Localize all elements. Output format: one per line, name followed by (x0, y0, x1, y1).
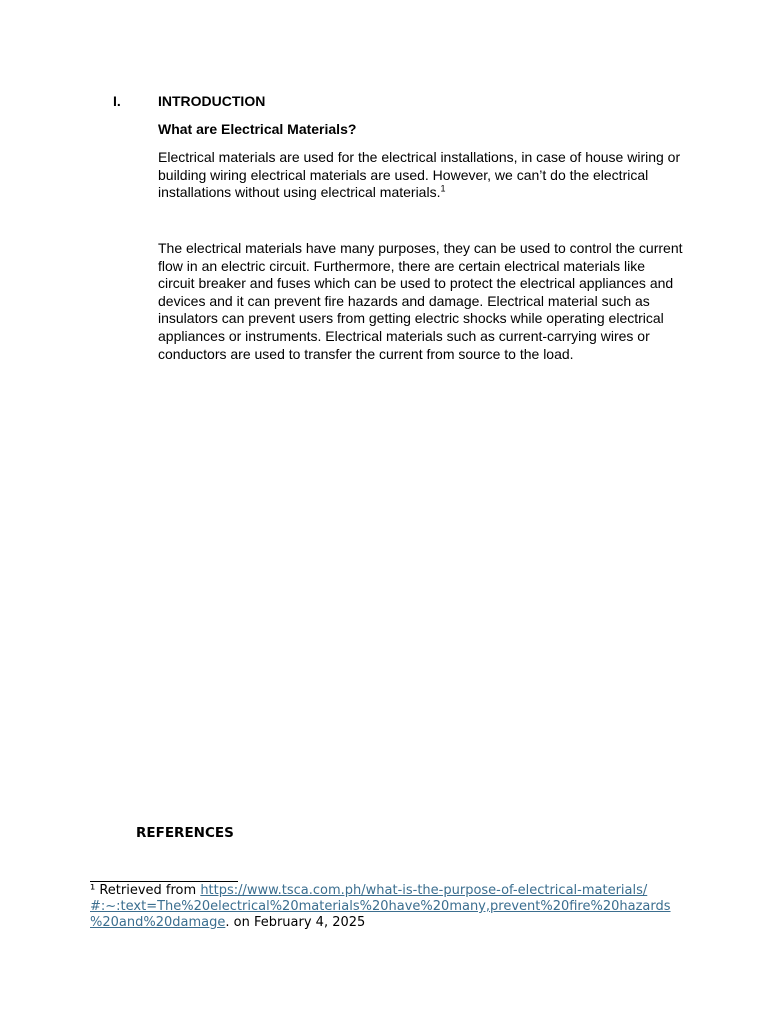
footnote-retrieval-date: . on February 4, 2025 (225, 915, 366, 930)
paragraph-electrical-installations (158, 149, 688, 202)
footnote-source-link-continued[interactable]: %20and%20damage (90, 915, 226, 930)
paragraph-line: building wiring electrical materials are used. However, we can’t do the electrical (158, 166, 649, 183)
section-heading (0, 92, 768, 110)
subheading: What are Electrical Materials? (158, 121, 357, 137)
paragraph-line: appliances or instruments. Electrical materials such as current-carrying wires or (158, 327, 650, 344)
footnote-marker: ¹ (90, 883, 96, 898)
paragraph-line: devices and it can prevent fire hazards and damage. Electrical material such as (158, 292, 650, 309)
paragraph-line: The electrical materials have many purposes, they can be used to control the current (158, 240, 683, 256)
footnote-source-link[interactable]: https://www.tsca.com.ph/what-is-the-purpose-of-electrical-materials/ (200, 883, 648, 898)
paragraph-purposes (158, 240, 688, 363)
paragraph-line: Electrical materials are used for the electrical installations, in case of house wiring or (158, 149, 681, 165)
footnote (90, 883, 690, 931)
footnote-source-link-continued[interactable]: #:~:text=The%20electrical%20materials%20have%20many,prevent%20fire%20hazards (90, 899, 671, 914)
footnote-prefix: Retrieved from (95, 883, 201, 898)
paragraph-line: flow in an electric circuit. Furthermore, there are certain electrical materials like (158, 257, 646, 274)
paragraph-line: conductors are used to transfer the current from source to the load. (158, 345, 574, 362)
references-heading: REFERENCES (136, 825, 234, 841)
paragraph-line-text: installations without using electrical materials. (158, 184, 441, 201)
footnote-separator (90, 881, 238, 882)
footnote-line (90, 883, 690, 899)
footnote-line (90, 899, 690, 915)
paragraph-line: circuit breaker and fuses which can be used to protect the electrical appliances and (158, 275, 674, 292)
footnote-line (90, 915, 690, 931)
footnote-reference[interactable]: 1 (440, 183, 446, 194)
section-number: I. (113, 93, 121, 109)
paragraph-line (158, 184, 688, 202)
paragraph-line: insulators can prevent users from getting electric shocks while operating electrical (158, 310, 664, 327)
section-title: INTRODUCTION (158, 93, 266, 109)
